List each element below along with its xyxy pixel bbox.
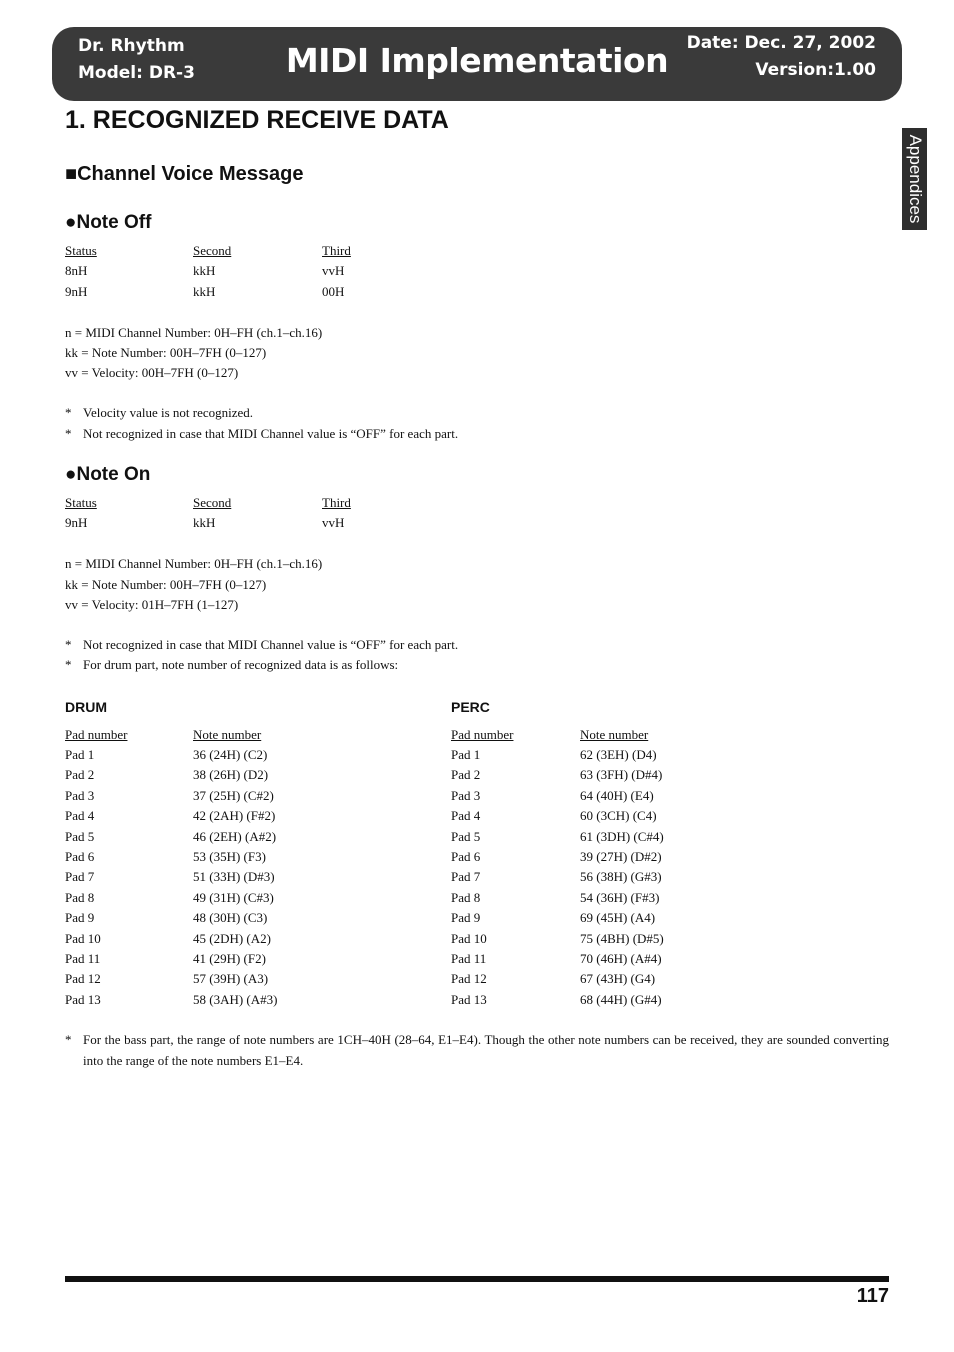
bass-footnote [65,1030,889,1071]
appendices-tab-label: Appendices [905,134,925,224]
model-name: Model: DR-3 [78,63,195,83]
drum-note-cell: 37 (25H) (C#2) [193,787,274,803]
note-on-heading: ●Note On [65,464,151,485]
footnote-marker: * [65,1032,72,1047]
drum-note-cell: 53 (35H) (F3) [193,849,266,864]
note-on-row1-third: vvH [322,515,345,530]
perc-note-cell: 62 (3EH) (D4) [580,747,657,762]
drum-note-cell: 46 (2EH) (A#2) [193,828,277,844]
perc-pad-cell: Pad 6 [451,849,481,864]
note-on-col-third: Third [322,495,351,510]
drum-pad-cell: Pad 1 [65,747,95,762]
drum-note-cell: 48 (30H) (C3) [193,910,268,926]
drum-pad-cell: Pad 4 [65,808,95,824]
drum-pad-cell: Pad 7 [65,869,95,885]
perc-note-cell: 56 (38H) (G#3) [580,869,662,885]
note-off-heading: ●Note Off [65,212,152,233]
drum-pad-cell: Pad 13 [65,991,101,1007]
drum-pad-cell: Pad 3 [65,787,95,803]
footnote-marker: * [65,405,72,420]
perc-note-cell: 61 (3DH) (C#4) [580,828,664,844]
note-off-row1-second: kkH [193,263,216,278]
footer-rule [65,1276,889,1282]
drum-note-cell: 41 (29H) (F2) [193,951,266,966]
drum-note-cell: 45 (2DH) (A2) [193,930,271,946]
footnote-marker: * [65,637,72,652]
footnote-text: Not recognized in case that MIDI Channel value is “OFF” for each part. [83,426,459,441]
footnote-marker: * [65,426,72,441]
drum-note-cell: 38 (26H) (D2) [193,767,269,783]
perc-pad-cell: Pad 8 [451,889,481,905]
drum-note-cell: 36 (24H) (C2) [193,747,268,762]
note-off-def-note: kk = Note Number: 00H–7FH (0–127) [65,345,267,360]
footnote-text: Velocity value is not recognized. [83,405,254,420]
perc-pad-cell: Pad 4 [451,808,481,824]
note-on-def-note: kk = Note Number: 00H–7FH (0–127) [65,577,267,592]
drum-pad-cell: Pad 8 [65,889,95,905]
note-on-footnote-1 [65,635,458,656]
bass-footnote-text: For the bass part, the range of note numbers are 1CH–40H (28–64, E1–E4). Though the other note numbers can be received, they are sounded converting into the range of the note numbers E1–E4. [83,1032,889,1068]
note-off-col-third: Third [322,243,351,258]
perc-pad-cell: Pad 5 [451,828,481,844]
note-on-col-status: Status [65,495,97,510]
drum-pad-cell: Pad 11 [65,951,101,966]
note-on-footnote-2 [65,655,398,676]
perc-note-cell: 70 (46H) (A#4) [580,951,662,966]
note-on-def-velocity: vv = Velocity: 01H–7FH (1–127) [65,597,239,612]
footnote-text: For drum part, note number of recognized data is as follows: [83,657,399,672]
drum-pad-cell: Pad 5 [65,828,95,844]
note-off-row2-second: kkH [193,284,216,299]
note-off-col-second: Second [193,243,232,258]
footnote-text: Not recognized in case that MIDI Channel value is “OFF” for each part. [83,637,459,652]
drum-note-cell: 49 (31H) (C#3) [193,889,274,905]
perc-note-cell: 54 (36H) (F#3) [580,889,660,905]
note-off-row1-third: vvH [322,263,345,278]
note-off-def-channel: n = MIDI Channel Number: 0H–FH (ch.1–ch.16) [65,325,323,340]
drum-col-note: Note number [193,727,262,742]
perc-note-cell: 75 (4BH) (D#5) [580,930,664,946]
perc-pad-cell: Pad 9 [451,910,481,926]
product-name: Dr. Rhythm [78,36,185,56]
header-right [687,30,876,84]
note-off-row2-status: 9nH [65,284,88,299]
perc-note-cell: 63 (3FH) (D#4) [580,767,663,783]
doc-date: Date: Dec. 27, 2002 [686,33,876,53]
appendices-tab [902,128,927,230]
drum-pad-cell: Pad 10 [65,930,101,946]
drum-note-cell: 51 (33H) (D#3) [193,869,275,885]
note-on-col-second: Second [193,495,232,510]
perc-note-cell: 67 (43H) (G4) [580,971,656,987]
drum-pad-cell: Pad 9 [65,910,95,926]
perc-pad-cell: Pad 12 [451,971,487,987]
perc-note-cell: 68 (44H) (G#4) [580,991,662,1007]
drum-note-cell: 58 (3AH) (A#3) [193,991,278,1007]
perc-note-cell: 69 (45H) (A4) [580,910,656,926]
header-banner [52,27,902,101]
subsection-title: ■Channel Voice Message [65,163,304,185]
note-off-def-velocity: vv = Velocity: 00H–7FH (0–127) [65,365,239,380]
perc-col-pad: Pad number [451,727,514,742]
note-off-row1-status: 8nH [65,263,88,278]
page-title: MIDI Implementation [285,41,669,80]
drum-heading: DRUM [65,699,107,715]
perc-heading: PERC [451,699,490,715]
drum-note-cell: 42 (2AH) (F#2) [193,808,276,824]
perc-pad-cell: Pad 7 [451,869,481,885]
note-on-def-channel: n = MIDI Channel Number: 0H–FH (ch.1–ch.16) [65,556,323,571]
drum-pad-cell: Pad 12 [65,971,101,987]
note-off-row2-third: 00H [322,284,345,299]
perc-pad-cell: Pad 11 [451,951,487,966]
drum-pad-cell: Pad 6 [65,849,95,864]
perc-pad-cell: Pad 2 [451,767,481,783]
perc-col-note: Note number [580,727,649,742]
perc-pad-cell: Pad 1 [451,747,481,762]
perc-note-cell: 60 (3CH) (C4) [580,808,657,824]
footnote-marker: * [65,657,72,672]
drum-note-cell: 57 (39H) (A3) [193,971,269,987]
note-off-footnote-1 [65,403,253,424]
note-on-row1-status: 9nH [65,515,88,530]
note-off-footnote-2 [65,424,458,445]
perc-note-cell: 64 (40H) (E4) [580,787,654,803]
perc-pad-cell: Pad 13 [451,991,487,1007]
page-number: 117 [856,1285,889,1307]
doc-version: Version:1.00 [755,60,876,80]
drum-pad-cell: Pad 2 [65,767,95,783]
note-off-col-status: Status [65,243,97,258]
perc-pad-cell: Pad 10 [451,930,487,946]
section-title: 1. RECOGNIZED RECEIVE DATA [65,106,449,134]
note-on-row1-second: kkH [193,515,216,530]
drum-col-pad: Pad number [65,727,128,742]
perc-note-cell: 39 (27H) (D#2) [580,849,662,864]
perc-pad-cell: Pad 3 [451,787,481,803]
